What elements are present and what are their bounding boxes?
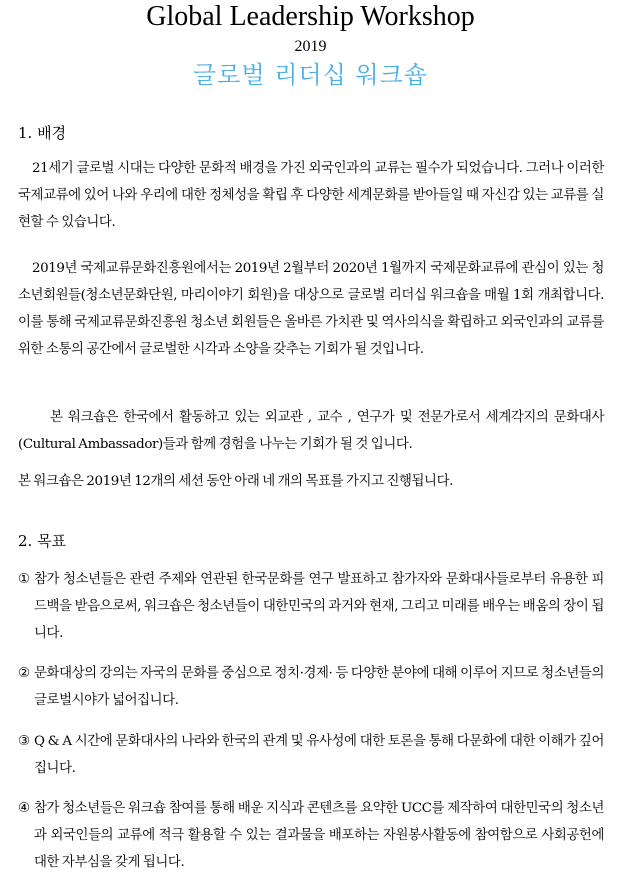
goal-text: 참가 청소년들은 워크숍 참여를 통해 배운 지식과 콘텐츠를 요약한 UCC를 제작하여 대한민국의 청소년과 외국인들의 교류에 적극 활용할 수 있는 결과물을 배포하는 자원봉사활동에 참여함으로 사회공헌에 대한 자부심을 갖게 됩니다. [34, 801, 604, 870]
goal-text: 참가 청소년들은 관련 주제와 연관된 한국문화를 연구 발표하고 참가자와 문화대사들로부터 유용한 피드백을 받음으로써, 워크숍은 청소년들이 대한민국의 과거와 현재, 그리고 미래를 배우는 배움의 장이 됩니다. [34, 572, 604, 641]
goal-marker: ③ [18, 734, 30, 749]
paragraph-background-3: 본 워크숍은 한국에서 활동하고 있는 외교관 , 교수 , 연구가 및 전문가로서 세계각지의 문화대사(Cultural Ambassador)들과 함께 경험을 나누는 기회가 될 것 입니다. [18, 410, 604, 452]
section-heading-goals: 2. 목표 [18, 532, 67, 550]
korean-title: 글로벌 리더십 워크숍 [193, 61, 428, 89]
goal-marker: ① [18, 572, 30, 587]
goal-text: 문화대상의 강의는 자국의 문화를 중심으로 정치·경제· 등 다양한 분야에 대해 이루어 지므로 청소년들의 글로벌시야가 넓어집니다. [34, 666, 604, 708]
goal-item-3 [18, 728, 604, 782]
goal-marker: ② [18, 666, 30, 681]
paragraph-background-2: 2019년 국제교류문화진흥원에서는 2019년 2월부터 2020년 1월까지 국제문화교류에 관심이 있는 청소년회원들(청소년문화단원, 마리이야기 회원)을 대상으로 글로벌 리더십 워크숍을 매월 1회 개최합니다. 이를 통해 국제교류문화진흥원 청소년 회원들은 올바른 가치관 및 역사의식을 확립하고 외국인과의 교류를 위한 소통의 공간에서 글로벌한 시각과 소양을 갖추는 기회가 될 것입니다. [18, 261, 604, 357]
goal-text: Q & A 시간에 문화대사의 나라와 한국의 관계 및 유사성에 대한 토론을 통해 다문화에 대한 이해가 깊어집니다. [34, 734, 604, 776]
goal-item-4 [18, 795, 604, 876]
goal-item-1 [18, 566, 604, 647]
document-year: 2019 [294, 38, 327, 55]
paragraph-background-1: 21세기 글로벌 시대는 다양한 문화적 배경을 가진 외국인과의 교류는 필수가 되었습니다. 그러나 이러한 국제교류에 있어 나와 우리에 대한 정체성을 확립 후 다양한 세계문화를 받아들일 때 자신감 있는 교류를 실현할 수 있습니다. [18, 161, 604, 230]
paragraph-background-4: 본 워크숍은 2019년 12개의 세션 동안 아래 네 개의 목표를 가지고 진행됩니다. [18, 474, 453, 489]
document-title: Global Leadership Workshop [146, 1, 475, 32]
goal-marker: ④ [18, 801, 30, 816]
section-heading-background: 1. 배경 [18, 124, 67, 142]
goal-item-2 [18, 660, 604, 714]
